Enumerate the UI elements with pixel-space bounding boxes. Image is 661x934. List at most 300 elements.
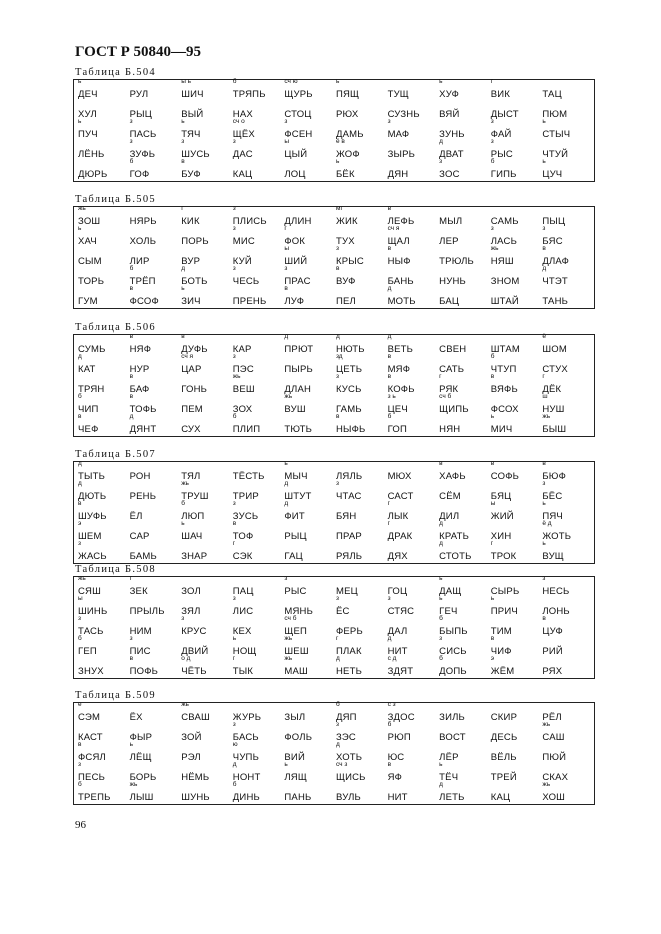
variant-mark: в [181,333,185,340]
syllable-word: МЮХ [387,471,412,482]
syllable-word: СКАХ [542,772,569,783]
syllable-word: МАШ [284,666,308,677]
word-cell [181,520,233,543]
word-cell [388,784,440,804]
variant-mark: э [78,520,82,527]
syllable-word: ДАС [232,149,253,160]
word-cell [78,658,130,678]
syllable-word: ШИЧ [181,89,204,100]
word-cell [542,658,594,678]
word-cell [232,373,285,396]
word-cell [284,161,336,181]
table-caption: Таблица Б.509 [75,690,156,701]
syllable-word: СИСЬ [439,646,467,657]
syllable-word: ЧТЭТ [542,276,568,287]
word-cell [388,161,440,181]
variant-mark: с з [387,701,396,708]
table-row [78,158,594,181]
syllable-word: ФАЙ [490,129,512,140]
syllable-word: СТЯС [387,606,415,617]
variant-mark: с д [387,655,397,662]
syllable-word: ДЮРЬ [78,169,108,180]
word-cell [491,724,543,744]
syllable-word: ПОФЬ [129,666,159,677]
variant-mark: г [542,373,545,380]
syllable-word: ЖУРЬ [232,712,262,723]
word-cell [181,701,233,724]
word-cell [387,285,440,308]
variant-mark: з [335,480,339,487]
syllable-word: ЗОШ [78,216,101,227]
variant-mark: сч з [335,761,348,768]
variant-mark: з [284,118,288,125]
word-cell [336,523,388,543]
word-cell [232,540,285,563]
syllable-word: ЗДЯТ [387,666,414,677]
syllable-word: БЫПЬ [439,626,468,637]
word-cell [232,225,285,248]
variant-mark: з [284,265,288,272]
variant-mark: ь [490,413,495,420]
syllable-word: БУФ [181,169,201,180]
syllable-word: СУМЬ [78,344,106,355]
word-cell [387,595,440,618]
variant-mark: ь [78,225,82,232]
syllable-word: САСТ [387,491,414,502]
syllable-word: ДАМЬ [335,129,364,140]
variant-mark: в [78,741,82,748]
variant-mark: ь [181,285,185,292]
syllable-word: ПАНЬ [284,792,312,803]
variant-mark: ь [78,78,82,85]
syllable-word: ЩЁХ [232,129,255,140]
syllable-word: БОРЬ [129,772,157,783]
syllable-word: СЯШ [78,586,102,597]
syllable-word: ЯФ [387,772,403,783]
variant-mark: з ь [387,393,396,400]
syllable-word: ТАСЬ [78,626,104,637]
syllable-word: ЗУНЬ [439,129,465,140]
syllable-word: ПЛИП [232,424,261,435]
word-cell [232,781,285,804]
syllable-word: РЁЛ [542,712,562,723]
word-cell [233,161,285,181]
syllable-word: СТУХ [542,364,568,375]
variant-mark: г [335,635,339,642]
variant-mark: ь [284,761,288,768]
syllable-word: КЕХ [232,626,252,637]
variant-mark: ь [542,540,546,547]
word-cell [181,158,233,181]
syllable-word: ТИМ [490,626,512,637]
syllable-word: ДЯНТ [129,424,157,435]
variant-mark: б [232,78,237,85]
syllable-word: МОТЬ [387,296,416,307]
variant-mark: з [129,635,133,642]
syllable-word: ФСОХ [490,404,519,415]
variant-mark: з [232,205,236,212]
syllable-word: ШУСЬ [181,149,210,160]
word-cell [542,158,594,181]
variant-mark: ё в [335,138,345,145]
syllable-word: ЗНАР [181,551,208,562]
word-cell [439,248,491,268]
variant-mark: д [335,741,340,748]
variant-mark: б [490,353,495,360]
variant-mark: в [490,635,495,642]
syllable-word: ШТУТ [284,491,312,502]
variant-mark: мг [335,205,343,212]
syllable-word: ЛЁНЬ [78,149,105,160]
variant-mark: д [542,265,547,272]
syllable-word: СОФЬ [490,471,520,482]
syllable-word: ХАФЬ [439,471,466,482]
variant-mark: з [78,761,81,768]
syllable-word: ЗЭС [335,732,356,743]
word-cell [388,543,440,563]
syllable-word: ГЕП [78,646,97,657]
variant-mark: б [387,413,392,420]
syllable-word: ЩУРЬ [284,89,313,100]
variant-mark: з [335,595,339,602]
syllable-word: РУЛ [129,89,149,100]
syllable-word: ДЮТЬ [78,491,107,502]
variant-mark: ь [542,500,546,507]
word-cell [129,413,182,436]
syllable-word: ЗУФЬ [129,149,156,160]
variant-mark: д [439,781,443,788]
syllable-word: ВОСТ [439,732,466,743]
syllable-word: МИС [232,236,255,247]
syllable-word: ВЯФЬ [490,384,518,395]
variant-mark: ь [490,595,495,602]
variant-mark: г [490,78,494,85]
variant-mark: д [387,285,392,292]
syllable-word: ЧТАС [335,491,362,502]
syllable-word: ЛЁЩ [129,752,152,763]
syllable-word: НОНТ [232,772,261,783]
syllable-word: НАХ [232,109,253,120]
table-frame [73,206,595,309]
syllable-word: ЖОФ [335,149,360,160]
word-cell [78,353,130,376]
syllable-word: ТРИР [232,491,259,502]
syllable-word: ЦУЧ [542,169,563,180]
syllable-word: ПРАС [284,276,311,287]
word-table [73,448,595,564]
syllable-word: ФЕРЬ [335,626,363,637]
syllable-word: ЛОНЬ [542,606,570,617]
syllable-word: СТЫЧ [542,129,571,140]
variant-mark: жь [284,393,293,400]
syllable-word: ДВАТ [439,149,464,160]
variant-mark: г [284,225,287,232]
syllable-word: НЯШ [490,256,514,267]
variant-mark: в [490,460,495,467]
variant-mark: з [284,575,288,582]
variant-mark: д [335,333,340,340]
variant-mark: жь [181,701,189,708]
syllable-word: БАЦ [439,296,460,307]
syllable-word: ТОФ [232,531,254,542]
variant-mark: в [129,285,134,292]
word-cell [490,540,543,563]
syllable-word: ДЛАН [284,384,312,395]
syllable-word: РЫС [490,149,513,160]
syllable-word: ДЛИН [284,216,312,227]
syllable-word: НЮТЬ [335,344,365,355]
syllable-word: СЫРЬ [490,586,520,597]
variant-mark: з [542,575,546,582]
syllable-word: ЛАСЬ [490,236,518,247]
syllable-word: НЯФ [129,344,152,355]
syllable-word: ШАЧ [181,531,203,542]
syllable-word: КАЦ [232,169,253,180]
syllable-word: ЗНОМ [490,276,520,287]
table-caption: Таблица Б.508 [75,564,156,575]
syllable-word: МЯНЬ [284,606,314,617]
syllable-word: ЩИПЬ [439,404,469,415]
syllable-word: ТРЁП [129,276,156,287]
table-row [78,78,594,101]
syllable-word: ПЛИСЬ [232,216,267,227]
syllable-word: ТЁСТЬ [232,471,265,482]
syllable-word: САШ [542,732,565,743]
syllable-word: РЮП [387,732,411,743]
syllable-word: ГАЦ [284,551,303,562]
variant-mark: з [232,353,236,360]
syllable-word: МИЧ [490,424,513,435]
syllable-word: ЧЕФ [78,424,99,435]
syllable-word: ГУМ [78,296,98,307]
word-cell [491,784,543,804]
word-cell [78,268,130,288]
word-cell [542,288,594,308]
variant-mark: з [78,540,81,547]
syllable-word: СТОЦ [284,109,312,120]
syllable-word: ЦУФ [542,626,563,637]
syllable-word: ЦАР [181,364,202,375]
syllable-word: КРУС [181,626,207,637]
variant-mark: ь [439,761,443,768]
syllable-word: ЗЫРЬ [387,149,416,160]
syllable-word: ДЛАФ [542,256,570,267]
syllable-word: НИТ [387,646,408,657]
variant-mark: д [78,480,82,487]
word-cell [284,655,336,678]
word-cell [336,288,388,308]
syllable-word: ЗИЧ [181,296,201,307]
syllable-word: СТОТЬ [439,551,472,562]
variant-mark: в [129,393,134,400]
word-cell [490,655,543,678]
syllable-word: РЕНЬ [129,491,157,502]
syllable-word: ПРЮТ [284,344,314,355]
table-frame [73,334,595,437]
word-cell [335,761,388,784]
variant-mark: е [78,701,82,708]
syllable-word: НУНЬ [439,276,466,287]
variant-mark: ь [181,118,185,125]
variant-mark: д [129,413,134,420]
word-cell [129,285,182,308]
variant-mark: ь [542,158,546,165]
syllable-word: ПИС [129,646,151,657]
syllable-word: ЖОТЬ [542,531,572,542]
syllable-word: ЗОЙ [181,732,202,743]
syllable-word: ТЫТЬ [78,471,106,482]
syllable-word: ПУЧ [78,129,98,140]
syllable-word: ПЕСЬ [78,772,106,783]
syllable-word: ЗЕК [129,586,148,597]
syllable-word: РЯК [439,384,459,395]
syllable-word: ЛОЦ [284,169,306,180]
syllable-word: НОЩ [232,646,257,657]
syllable-word: РОН [129,471,151,482]
syllable-word: ЗИЛЬ [439,712,465,723]
variant-mark: ю [232,741,238,748]
variant-mark: в [335,265,340,272]
syllable-word: ГАМЬ [335,404,362,415]
variant-mark: в [542,245,546,252]
variant-mark: жь [78,205,86,212]
syllable-word: САР [129,531,150,542]
word-cell [129,781,182,804]
variant-mark: в [129,655,134,662]
syllable-word: ЧТУП [490,364,517,375]
variant-mark: з [181,138,185,145]
syllable-word: ПЫРЬ [284,364,313,375]
word-cell [232,78,285,101]
word-cell [78,78,130,101]
syllable-word: ЩИСЬ [335,772,366,783]
syllable-word: ВУФ [335,276,356,287]
variant-mark: д [439,540,443,547]
syllable-word: ДРАК [387,531,413,542]
word-cell [542,781,594,804]
syllable-word: ДЁК [542,384,562,395]
syllable-word: ЧЕСЬ [232,276,260,287]
table-caption: Таблица Б.504 [75,67,156,78]
syllable-word: РИЙ [542,646,563,657]
syllable-word: ВУЛЬ [335,792,361,803]
variant-mark: в [542,460,546,467]
variant-mark: в [129,373,134,380]
word-cell [181,784,233,804]
variant-mark: з [542,480,546,487]
syllable-word: ТРЕПЬ [78,792,111,803]
syllable-word: ГЕЧ [439,606,458,617]
word-cell [490,78,543,101]
variant-mark: сч я [181,353,194,360]
variant-mark: ы [284,245,290,252]
syllable-word: ЗДОС [387,712,415,723]
variant-mark: з [335,245,339,252]
syllable-word: ТЫК [232,666,254,677]
variant-mark: в [335,413,340,420]
syllable-word: ЛЕТЬ [439,792,465,803]
syllable-word: ШТАМ [490,344,520,355]
word-cell [181,416,233,436]
syllable-word: ТРЯПЬ [232,89,266,100]
syllable-word: ПЫЦ [542,216,566,227]
variant-mark: з [335,721,339,728]
variant-mark: г [387,500,390,507]
table-caption: Таблица Б.505 [75,194,156,205]
variant-mark: д [284,333,289,340]
word-cell [130,543,182,563]
word-cell [233,288,285,308]
syllable-word: ТАНЬ [542,296,569,307]
variant-mark: з [439,635,443,642]
variant-mark: д [284,500,289,507]
syllable-word: ШЕМ [78,531,102,542]
variant-mark: ё [542,333,546,340]
syllable-word: ЛЕФЬ [387,216,415,227]
syllable-word: КАЦ [490,792,511,803]
syllable-word: КАТ [78,364,96,375]
variant-mark: ь [232,635,237,642]
syllable-word: ПРЫЛЬ [129,606,165,617]
syllable-word: ЖИК [335,216,358,227]
table-row [78,285,594,308]
syllable-word: СВЕН [439,344,467,355]
syllable-word: СЫМ [78,256,102,267]
syllable-word: МЫЛ [439,216,463,227]
word-cell [336,503,388,523]
word-cell [78,118,130,141]
table-row [78,781,594,804]
syllable-word: ДУФЬ [181,344,208,355]
syllable-word: ЛИС [232,606,254,617]
variant-mark: з [129,118,133,125]
syllable-word: БЯН [335,511,357,522]
variant-mark: з [232,265,236,272]
word-cell [490,413,543,436]
syllable-word: ФОЛЬ [284,732,313,743]
syllable-word: НЫФ [387,256,411,267]
syllable-word: ДЫСТ [490,109,519,120]
variant-mark: ь [284,460,288,467]
variant-mark: в [129,333,134,340]
word-table [73,321,595,437]
syllable-word: БОТЬ [181,276,208,287]
word-cell [78,225,130,248]
word-cell [439,288,491,308]
syllable-word: ТРЕЙ [490,772,517,783]
syllable-word: ЛЕР [439,236,459,247]
variant-mark: в [387,245,392,252]
syllable-word: ТУЩ [387,89,409,100]
syllable-word: ГИПЬ [490,169,517,180]
word-cell [491,704,543,724]
word-cell [439,655,491,678]
syllable-word: ДОПЬ [439,666,467,677]
syllable-word: ДЕСЬ [490,732,518,743]
syllable-word: ДЯН [387,169,409,180]
variant-mark: жь [181,480,189,487]
syllable-word: ЛИР [129,256,150,267]
word-cell [439,416,491,436]
syllable-word: ВИЙ [284,752,305,763]
syllable-word: ТЯЛ [181,471,201,482]
variant-mark: г [490,540,494,547]
syllable-word: РЭЛ [181,752,201,763]
syllable-word: ТЮТЬ [284,424,313,435]
syllable-word: ПЕЛ [335,296,356,307]
syllable-word: ФЫР [129,732,153,743]
syllable-word: ДИНЬ [232,792,260,803]
